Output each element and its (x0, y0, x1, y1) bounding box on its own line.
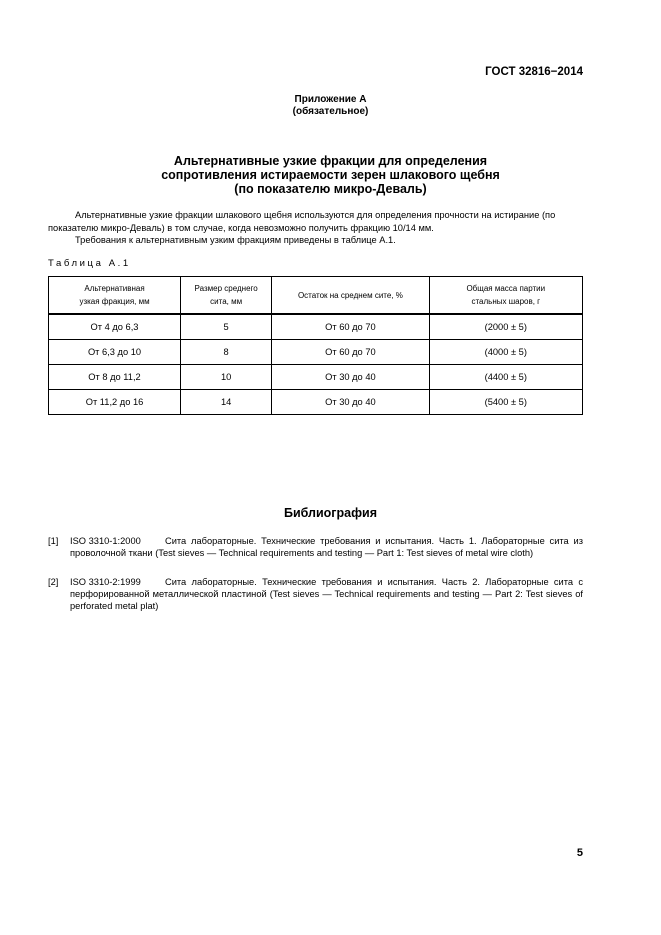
header-mass-line-2: стальных шаров, г (471, 297, 541, 306)
table-cell: 5 (181, 314, 272, 340)
table-row (49, 365, 583, 390)
header-residue (272, 277, 429, 315)
bibliography-title: Библиография (283, 506, 378, 520)
appendix-title: Приложение А (294, 94, 367, 105)
reference-number: [1] (48, 536, 59, 546)
intro-text (48, 209, 588, 247)
fractions-table (48, 276, 583, 415)
section-title-line-2: сопротивления истираемости зерен шлакового щебня (161, 168, 500, 182)
table-cell: От 60 до 70 (272, 340, 429, 365)
table-row (49, 314, 583, 340)
table-cell: 8 (181, 340, 272, 365)
header-ball-mass (429, 277, 582, 315)
header-sieve-size (181, 277, 272, 315)
header-residue-line-1: Остаток на среднем сите, % (297, 290, 403, 300)
intro-paragraph-2: Требования к альтернативным узким фракциям приведены в таблице А.1. (75, 235, 396, 245)
document-code: ГОСТ 32816−2014 (485, 66, 583, 78)
table-cell: От 4 до 6,3 (49, 314, 181, 340)
appendix-subtitle: (обязательное) (292, 106, 369, 117)
appendix-heading (0, 94, 661, 118)
reference-number: [2] (48, 577, 59, 587)
reference-text: Сита лабораторные. Технические требования и испытания. Часть 1. Лабораторные сита из проволочной ткани (Test sieves — Technical requirements and testing — Part 1: Test sieves of metal wire cloth) (70, 536, 583, 558)
page-number: 5 (576, 847, 583, 859)
header-mass-line-1: Общая масса партии (466, 284, 546, 293)
section-title (0, 154, 661, 196)
table-cell: От 11,2 до 16 (49, 390, 181, 415)
table-cell: От 30 до 40 (272, 365, 429, 390)
table-cell: От 30 до 40 (272, 390, 429, 415)
header-fraction-line-1: Альтернативная (84, 284, 145, 293)
section-title-line-1: Альтернативные узкие фракции для определения (173, 154, 488, 168)
header-sieve-line-1: Размер среднего (194, 284, 258, 293)
header-sieve-line-2: сита, мм (210, 297, 243, 306)
reference-text: Сита лабораторные. Технические требования и испытания. Часть 2. Лабораторные сита с перфорированной металлической пластиной (Test sieves — Technical requirements and testing — Part 2: Test sieves of perforated metal plat) (70, 577, 583, 611)
table-cell: (4000 ± 5) (429, 340, 582, 365)
intro-paragraph-1: Альтернативные узкие фракции шлакового щебня используются для определения прочности на истирание (по показателю микро-Деваль) в том случае, когда невозможно получить фракцию 10/14 мм. (48, 210, 556, 233)
table-cell: От 6,3 до 10 (49, 340, 181, 365)
reference-standard-id: ISO 3310-2:1999 (70, 577, 141, 587)
header-fraction-line-2: узкая фракция, мм (79, 297, 150, 306)
table-cell: (4400 ± 5) (429, 365, 582, 390)
bibliography-item (48, 535, 583, 559)
table-row (49, 340, 583, 365)
table-cell: 14 (181, 390, 272, 415)
section-title-line-3: (по показателю микро-Деваль) (234, 182, 427, 196)
header-fraction (49, 277, 181, 315)
bibliography-item (48, 576, 583, 612)
table-cell: От 60 до 70 (272, 314, 429, 340)
table-cell: 10 (181, 365, 272, 390)
table-cell: (5400 ± 5) (429, 390, 582, 415)
table-header-row (49, 277, 583, 315)
reference-standard-id: ISO 3310-1:2000 (70, 536, 141, 546)
table-caption: Таблица А.1 (48, 258, 131, 269)
table-cell: (2000 ± 5) (429, 314, 582, 340)
table-cell: От 8 до 11,2 (49, 365, 181, 390)
table-row (49, 390, 583, 415)
